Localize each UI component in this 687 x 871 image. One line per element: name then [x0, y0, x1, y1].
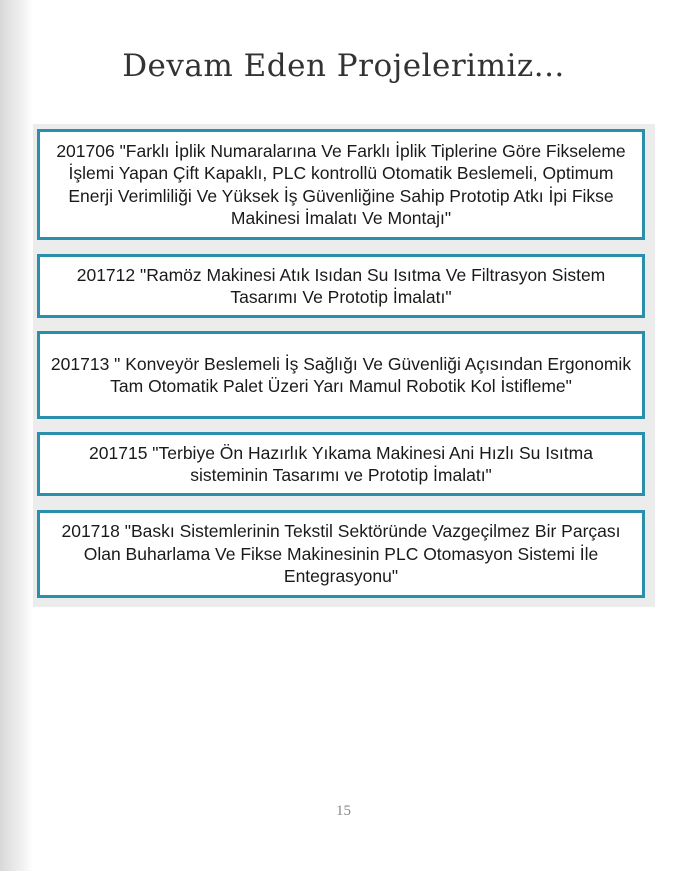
project-box-201713 [37, 331, 645, 419]
project-box-201706 [37, 129, 645, 240]
project-text: 201718 "Baskı Sistemlerinin Tekstil Sektöründe Vazgeçilmez Bir Parçası Olan Buharlama Ve Fikse Makinesinin PLC Otomasyon Sistemi İle Entegrasyonu" [61, 521, 621, 587]
page-title: Devam Eden Projelerimiz... [122, 48, 565, 84]
project-box-201712 [37, 254, 645, 318]
project-text: 201712 "Ramöz Makinesi Atık Isıdan Su Isıtma Ve Filtrasyon Sistem Tasarımı Ve Prototip İmalatı" [76, 264, 606, 307]
project-text: 201715 "Terbiye Ön Hazırlık Yıkama Makinesi Ani Hızlı Su Isıtma sisteminin Tasarımı ve Prototip İmalatı" [89, 442, 593, 485]
project-text: 201713 " Konveyör Beslemeli İş Sağlığı Ve Güvenliği Açısından Ergonomik Tam Otomatik Palet Üzeri Yarı Mamul Robotik Kol İstifleme" [50, 353, 632, 396]
project-text: 201706 "Farklı İplik Numaralarına Ve Farklı İplik Tiplerine Göre Fikseleme İşlemi Yapan Çift Kapaklı, PLC kontrollü Otomatik Beslemeli, Optimum Enerji Verimliliği Ve Yüksek İş Güvenliğine Sahip Prototip Atkı İpi Fikse Makinesi İmalatı Ve Montajı" [56, 140, 626, 228]
project-box-201715 [37, 432, 645, 496]
page-number: 15 [336, 803, 351, 819]
project-box-201718 [37, 510, 645, 598]
page-edge-shadow [0, 0, 33, 871]
